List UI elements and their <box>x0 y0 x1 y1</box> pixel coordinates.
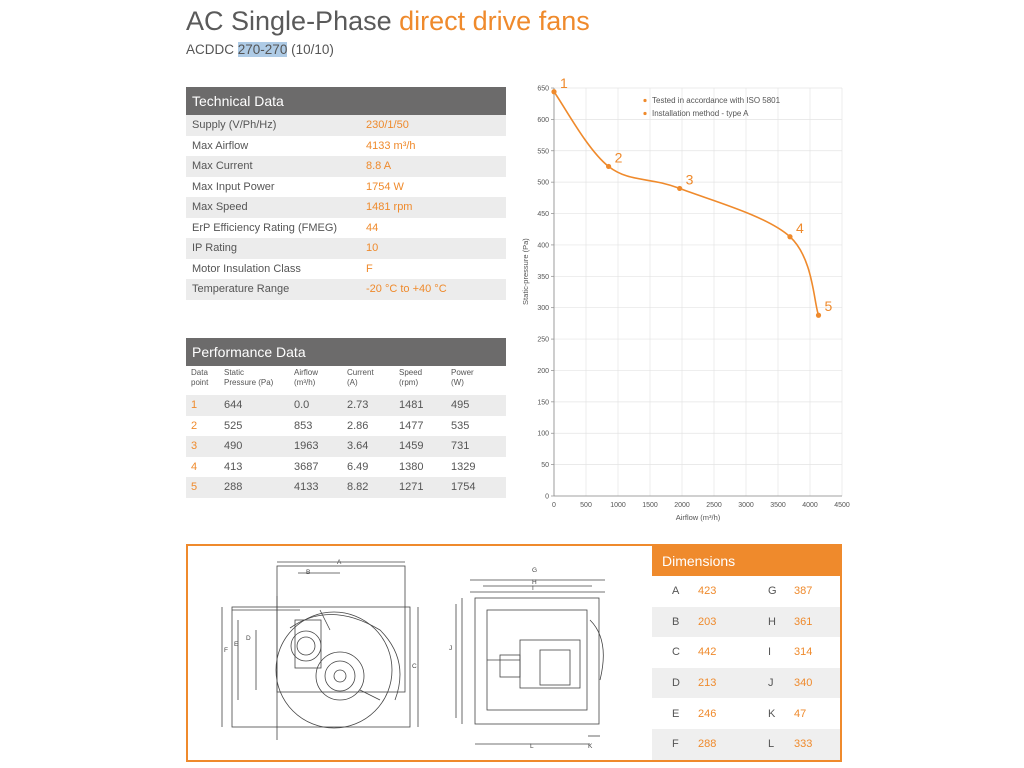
x-tick-label: 4500 <box>834 502 850 509</box>
y-tick-label: 150 <box>537 399 549 407</box>
table-row <box>186 436 506 457</box>
table-row <box>186 279 506 300</box>
dim-label-g: G <box>532 567 538 574</box>
tech-value: 1754 W <box>366 180 404 193</box>
y-tick-label: 400 <box>537 242 549 250</box>
cell: 1963 <box>294 440 319 453</box>
data-point <box>606 164 611 169</box>
title-orange-part: direct drive fans <box>399 6 590 36</box>
cell: 3687 <box>294 460 319 473</box>
table-row: C 442 I 314 <box>672 646 813 659</box>
col-header-data-point: Data point <box>191 368 209 387</box>
dim-label-f: F <box>224 647 228 654</box>
dim-label-c: C <box>412 663 417 670</box>
cell: 1477 <box>399 419 424 432</box>
col-header-airflow: Airflow (m³/h) <box>294 368 319 387</box>
legend-entry: Tested in accordance with ISO 5801 <box>652 96 781 105</box>
table-row <box>186 197 506 218</box>
technical-data-title: Technical Data <box>186 87 506 115</box>
table-row: D 213 J 340 <box>652 668 840 699</box>
table-row <box>186 238 506 259</box>
page-title <box>186 4 590 38</box>
series-line <box>554 92 819 315</box>
data-point <box>677 186 682 191</box>
table-row <box>186 416 506 437</box>
table-row <box>186 115 506 136</box>
tech-value: 8.8 A <box>366 160 392 173</box>
legend-marker <box>643 112 646 115</box>
y-tick-label: 50 <box>541 462 549 470</box>
dim-label-k: K <box>588 743 593 750</box>
title-dark-part: AC Single-Phase <box>186 6 392 36</box>
cell: 853 <box>294 419 313 432</box>
cell: 490 <box>224 440 243 453</box>
tech-value: 4133 m³/h <box>366 139 416 152</box>
tech-label: Max Input Power <box>192 180 275 193</box>
data-point <box>551 89 556 94</box>
tech-label: Max Current <box>192 160 253 173</box>
data-point-label: 4 <box>795 219 804 236</box>
tech-value: 1481 rpm <box>366 201 413 214</box>
col-header-static-pressure: Static Pressure (Pa) <box>224 368 274 387</box>
tech-label: Motor Insulation Class <box>192 262 301 275</box>
table-row: E 246 K 47 <box>672 707 807 720</box>
cell: 413 <box>224 460 243 473</box>
model-subtitle <box>186 42 334 57</box>
dim-label-i: I <box>532 585 534 592</box>
tech-value: 230/1/50 <box>366 119 409 132</box>
data-point-label: 2 <box>614 149 623 166</box>
y-tick-label: 500 <box>537 179 549 187</box>
y-tick-label: 650 <box>537 85 549 93</box>
x-tick-label: 1500 <box>642 502 658 509</box>
tech-value: 44 <box>366 221 379 234</box>
cell: 731 <box>451 440 470 453</box>
table-row: B 203 H 361 <box>652 607 840 638</box>
dim-label-a: A <box>337 559 342 566</box>
data-point <box>787 234 792 239</box>
col-header-speed: Speed (rpm) <box>399 368 423 387</box>
table-row <box>186 177 506 198</box>
pressure-airflow-chart <box>516 70 850 530</box>
cell: 4 <box>191 460 198 473</box>
cell: 4133 <box>294 481 319 494</box>
dim-label-e: E <box>234 641 239 648</box>
data-point <box>816 313 821 318</box>
performance-data-title: Performance Data <box>186 338 506 366</box>
dim-label-j: J <box>449 645 453 652</box>
cell: 5 <box>191 481 198 494</box>
dimensions-table <box>652 576 840 760</box>
cell: 0.0 <box>294 399 310 412</box>
tech-label: IP Rating <box>192 242 238 255</box>
x-tick-label: 3000 <box>738 502 754 509</box>
y-axis-label: Static-pressure (Pa) <box>521 238 530 305</box>
dim-label-d: D <box>246 635 251 642</box>
table-row <box>186 395 506 416</box>
dim-label-b: B <box>306 569 311 576</box>
tech-label: Max Airflow <box>192 139 249 152</box>
tech-value: 10 <box>366 242 379 255</box>
performance-header <box>186 368 506 388</box>
cell: 535 <box>451 419 470 432</box>
y-tick-label: 0 <box>545 493 549 501</box>
col-header-power: Power (W) <box>451 368 474 387</box>
y-tick-label: 450 <box>537 211 549 219</box>
data-point-label: 1 <box>560 74 568 91</box>
cell: 1481 <box>399 399 424 412</box>
cell: 1380 <box>399 460 424 473</box>
table-row <box>186 477 506 498</box>
legend-marker <box>643 99 646 102</box>
x-tick-label: 4000 <box>802 502 818 509</box>
table-row <box>186 156 506 177</box>
legend-entry: Installation method - type A <box>652 109 749 118</box>
cell: 2.86 <box>347 419 369 432</box>
cell: 644 <box>224 399 243 412</box>
cell: 8.82 <box>347 481 369 494</box>
cell: 1271 <box>399 481 424 494</box>
cell: 495 <box>451 399 470 412</box>
cell: 525 <box>224 419 243 432</box>
col-header-current: Current (A) <box>347 368 374 387</box>
table-row <box>186 259 506 280</box>
cell: 1459 <box>399 440 424 453</box>
table-row <box>186 136 506 157</box>
model-highlight[interactable]: 270-270 <box>237 42 288 57</box>
x-tick-label: 0 <box>552 502 556 509</box>
tech-label: Max Speed <box>192 201 248 214</box>
x-axis-label: Airflow (m³/h) <box>675 513 721 522</box>
x-tick-label: 500 <box>580 502 592 509</box>
y-tick-label: 200 <box>537 367 549 375</box>
table-row: F 288 L 333 <box>652 729 840 760</box>
performance-table <box>186 395 506 498</box>
x-tick-label: 1000 <box>610 502 626 509</box>
dim-label-h: H <box>532 579 537 586</box>
cell: 1 <box>191 399 198 412</box>
y-tick-label: 350 <box>537 273 549 281</box>
cell: 288 <box>224 481 243 494</box>
cell: 6.49 <box>347 460 369 473</box>
tech-value: -20 °C to +40 °C <box>366 283 447 296</box>
y-tick-label: 100 <box>537 430 549 438</box>
cell: 3 <box>191 440 198 453</box>
dimensions-title: Dimensions <box>652 546 840 576</box>
cell: 3.64 <box>347 440 369 453</box>
data-point-label: 3 <box>685 171 694 188</box>
x-tick-label: 2500 <box>706 502 722 509</box>
cell: 1329 <box>451 460 476 473</box>
cell: 1754 <box>451 481 476 494</box>
table-row <box>186 218 506 239</box>
y-tick-label: 600 <box>537 116 549 124</box>
technical-data-table <box>186 115 506 300</box>
dim-label-l: L <box>530 743 534 750</box>
y-tick-label: 250 <box>537 336 549 344</box>
x-tick-label: 2000 <box>674 502 690 509</box>
data-point-label: 5 <box>824 298 833 315</box>
cell: 2 <box>191 419 198 432</box>
table-row <box>186 457 506 478</box>
x-tick-label: 3500 <box>770 502 786 509</box>
tech-label: Temperature Range <box>192 283 290 296</box>
cell: 2.73 <box>347 399 369 412</box>
y-tick-label: 550 <box>537 148 549 156</box>
tech-label: ErP Efficiency Rating (FMEG) <box>192 221 338 234</box>
model-suffix: (10/10) <box>291 42 334 57</box>
tech-value: F <box>366 262 373 275</box>
y-tick-label: 300 <box>537 305 549 313</box>
table-row: A 423 G 387 <box>672 585 813 598</box>
model-prefix: ACDDC <box>186 42 235 57</box>
tech-label: Supply (V/Ph/Hz) <box>192 119 277 132</box>
